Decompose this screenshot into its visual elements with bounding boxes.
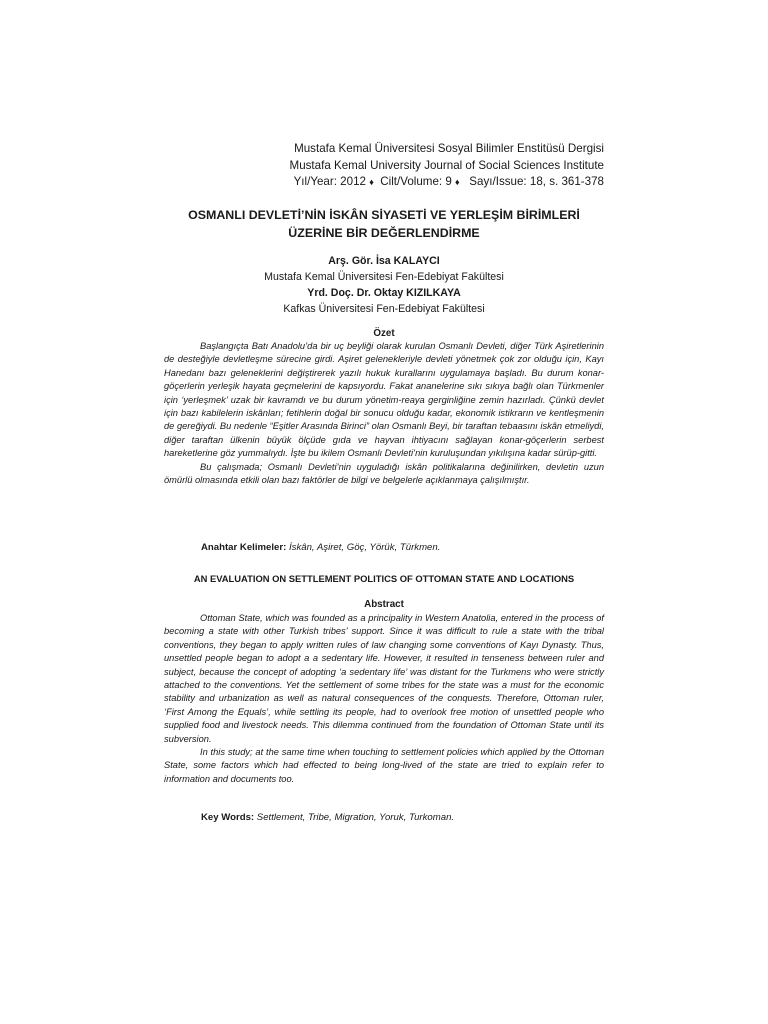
article-title-line1: OSMANLI DEVLETİ’NİN İSKÂN SİYASETİ VE YERLEŞİM BİRİMLERİ: [188, 208, 580, 222]
diamond-icon: ♦: [369, 177, 374, 187]
english-keywords: [201, 812, 454, 823]
abstract-paragraph: In this study; at the same time when touching to settlement policies which applied by the Ottoman State, some factors which had effected to being long-lived of the state are tried to explain refer to information and documents too.: [164, 747, 604, 784]
english-title: AN EVALUATION ON SETTLEMENT POLITICS OF OTTOMAN STATE AND LOCATIONS: [193, 573, 575, 584]
ozet-paragraph: Bu çalışmada; Osmanlı Devleti’nin uyguladığı iskân politikalarına değinilirken, devletin uzun ömürlü olmasında etkili olan bazı faktörler de bilgi ve belgelerle açıklanmaya çalışılmıştır.: [164, 461, 604, 486]
journal-volume: Cilt/Volume: 9: [380, 175, 452, 188]
article-title: [0, 206, 768, 242]
journal-name-tr: Mustafa Kemal Üniversitesi Sosyal Bilimler Enstitüsü Dergisi: [294, 142, 604, 155]
ozet-heading: Özet: [373, 328, 395, 339]
ozet-paragraph: Başlangıçta Batı Anadolu’da bir uç beyliği olarak kurulan Osmanlı Devleti, diğer Türk Aşiretlerinin de desteğiyle devletleşme sürecine girdi. Aşiret gelenekleriyle devleti yönetmek çok zor olduğu için, Kayı Hanedanı bazı geleneklerini değiştirerek yazılı hukuk kurallarını uygulamaya başladı. Bu durum konar-göçerlerin yerleşik hayata geçmelerini de kapsıyordu. Fakat ananelerine sıkı sıkıya bağlı olan Türkmenler için ‘yerleşmek’ uzak bir kavramdı ve bu durum yönetim-reaya gerginliğine zemin hazırladı. Çünkü devlet için bazı kabilelerin iskânları; fetihlerin doğal bir sonucu olduğu kadar, ekonomik istikrarın ve kentleşmenin de gereğiydi. Bu nedenle “Eşitler Arasında Birinci” olan Osmanlı Beyi, bir taraftan tebaasını iskân etmeliydi, diğer taraftan ülkenin büyük ölçüde gıda ve hayvan ihtiyacını sağlayan konar-göçerlerin serbest hareketlerine göz yummalıydı. İşte bu ikilem Osmanlı Devleti’nin kuruluşundan yıkılışına kadar sürüp-gitti.: [164, 341, 604, 459]
ozet-keywords: [201, 542, 440, 553]
keywords-value: İskân, Aşiret, Göç, Yörük, Türkmen.: [286, 542, 441, 553]
abstract-heading: Abstract: [364, 599, 404, 610]
author-affiliation: Kafkas Üniversitesi Fen-Edebiyat Fakültesi: [283, 303, 485, 315]
journal-issue-info: [290, 174, 604, 191]
diamond-icon: ♦: [455, 177, 460, 187]
journal-year: Yıl/Year: 2012: [293, 175, 366, 188]
abstract-body: [164, 612, 604, 786]
keywords-label: Anahtar Kelimeler:: [201, 542, 287, 553]
author-name: Arş. Gör. İsa KALAYCI: [328, 255, 440, 267]
article-title-line2: ÜZERİNE BİR DEĞERLENDİRME: [288, 226, 480, 240]
author-affiliation: Mustafa Kemal Üniversitesi Fen-Edebiyat Fakültesi: [264, 271, 504, 283]
keywords-value: Settlement, Tribe, Migration, Yoruk, Turkoman.: [254, 812, 455, 823]
author-block: [0, 253, 768, 317]
journal-header: [290, 141, 604, 191]
keywords-label: Key Words:: [201, 812, 255, 823]
abstract-paragraph: Ottoman State, which was founded as a principality in Western Anatolia, entered in the process of becoming a state with other Turkish tribes’ support. Since it was difficult to rule a state with the tribal conventions, they began to apply written rules of law changing some conventions of Kayı Dynasty. Thus, unsettled people began to adopt a a sedentary life. However, it resulted in tenseness between ruler and subject, because the concept of adopting ‘a sedentary life’ was distant for the Turkmens who were strictly attached to the conventions. Yet the settlement of some tribes for the state was a must for the economic stability and urbanization as well as natural consequences of the conquests. Therefore, Ottoman ruler, ‘First Among the Equals’, while settling its people, had to overlook free motion of unsettled people who supplied food and livestock needs. This dilemma continued from the foundation of Ottoman State until its subversion.: [164, 613, 604, 744]
journal-issue-pages: Sayı/Issue: 18, s. 361-378: [469, 175, 604, 188]
ozet-body: [164, 340, 604, 487]
author-name: Yrd. Doç. Dr. Oktay KIZILKAYA: [307, 287, 461, 299]
journal-name-en: Mustafa Kemal University Journal of Social Sciences Institute: [289, 158, 604, 172]
